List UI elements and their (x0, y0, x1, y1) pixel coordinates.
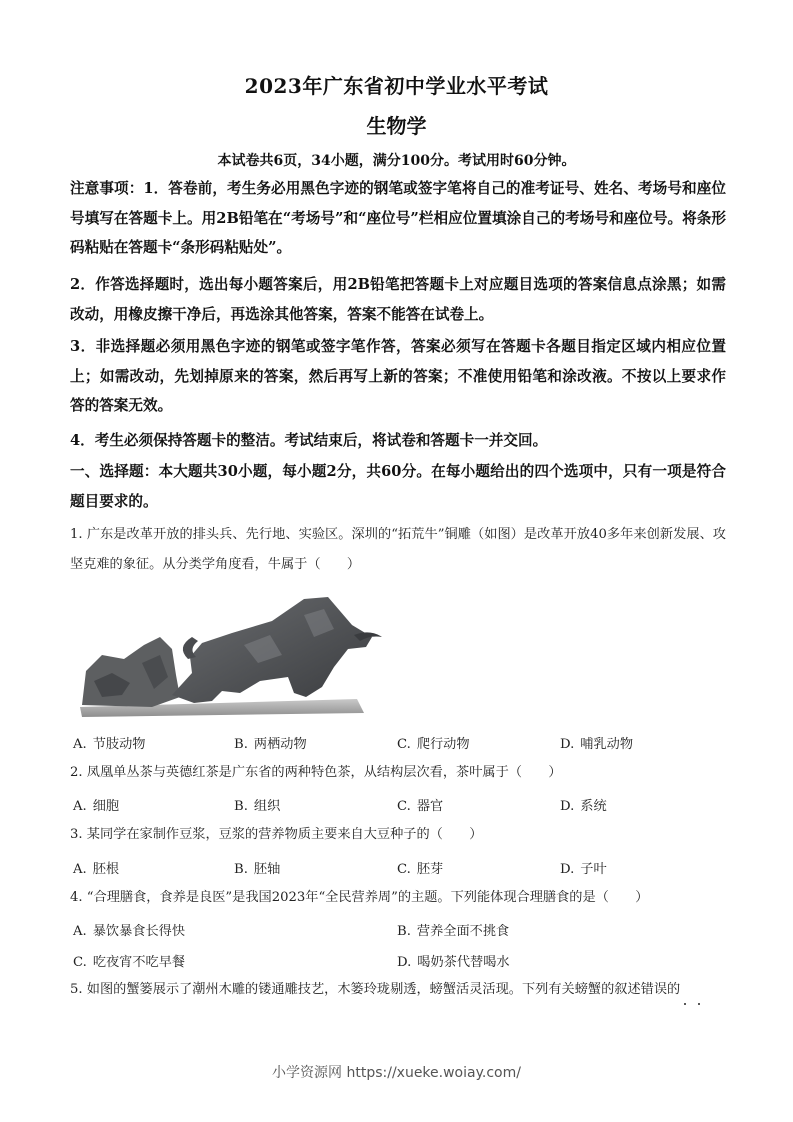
question-1-options (73, 733, 723, 755)
question-2-text: 2. 凤凰单丛茶与英德红茶是广东省的两种特色茶，从结构层次看，茶叶属于（ ） (70, 765, 562, 780)
option-c[interactable]: C. 胚芽 (397, 862, 444, 877)
option-d[interactable]: D. 喝奶茶代替喝水 (397, 955, 510, 970)
option-a[interactable]: A. 节肢动物 (73, 737, 146, 752)
option-a[interactable]: A. 细胞 (73, 799, 120, 814)
question-2-options (73, 795, 723, 817)
bull-statue-figure (72, 585, 387, 720)
option-d[interactable]: D. 哺乳动物 (560, 737, 634, 752)
question-1-text: 1. 广东是改革开放的排头兵、先行地、实验区。深圳的“拓荒牛”铜雕（如图）是改革开放40多年来创新发展、攻坚克难的象征。从分类学角度看，牛属于（ ） (70, 527, 726, 572)
note-4: 4．考生必须保持答题卡的整洁。考试结束后，将试卷和答题卡一并交回。 (70, 432, 548, 449)
emphasis-dot (698, 1003, 700, 1005)
note-2: 2．作答选择题时，选出每小题答案后，用2B铅笔把答题卡上对应题目选项的答案信息点涂黑；如需改动，用橡皮擦干净后，再选涂其他答案，答案不能答在试卷上。 (70, 276, 726, 323)
question-4-options-row1 (73, 920, 723, 942)
option-d[interactable]: D. 系统 (560, 799, 607, 814)
emphasis-dot (684, 1003, 686, 1005)
option-c[interactable]: C. 爬行动物 (397, 737, 470, 752)
option-b[interactable]: B. 两栖动物 (234, 737, 307, 752)
question-4-text: 4. “合理膳食，食养是良医”是我国2023年“全民营养周”的主题。下列能体现合理膳食的是（ ） (70, 890, 649, 905)
question-4-options-row2 (73, 951, 723, 973)
option-b[interactable]: B. 营养全面不挑食 (397, 924, 510, 939)
question-5-text: 5. 如图的蟹篓展示了潮州木雕的镂通雕技艺，木篓玲珑剔透，螃蟹活灵活现。下列有关螃蟹的叙述错误的 (70, 982, 681, 997)
note-1: 注意事项：1．答卷前，考生务必用黑色字迹的钢笔或签字笔将自己的准考证号、姓名、考场号和座位号填写在答题卡上。用2B铅笔在“考场号”和“座位号”栏相应位置填涂自己的考场号和座位号。将条形码粘贴在答题卡“条形码粘贴处”。 (70, 180, 726, 256)
option-a[interactable]: A. 胚根 (73, 862, 120, 877)
note-3: 3．非选择题必须用黑色字迹的钢笔或签字笔作答，答案必须写在答题卡各题目指定区域内相应位置上；如需改动，先划掉原来的答案，然后再写上新的答案；不准使用铅笔和涂改液。不按以上要求作答的答案无效。 (70, 338, 726, 414)
option-b[interactable]: B. 组织 (234, 799, 281, 814)
option-c[interactable]: C. 器官 (397, 799, 444, 814)
exam-title: 2023年广东省初中学业水平考试 (244, 74, 549, 98)
question-3-options (73, 858, 723, 880)
bull-statue-image (72, 585, 387, 720)
question-3-text: 3. 某同学在家制作豆浆，豆浆的营养物质主要来自大豆种子的（ ） (70, 827, 483, 842)
watermark-footer: 小学资源网 https://xueke.woiay.com/ (272, 1065, 521, 1081)
option-b[interactable]: B. 胚轴 (234, 862, 281, 877)
option-d[interactable]: D. 子叶 (560, 862, 607, 877)
option-c[interactable]: C. 吃夜宵不吃早餐 (73, 955, 186, 970)
exam-subject: 生物学 (366, 114, 427, 138)
option-a[interactable]: A. 暴饮暴食长得快 (73, 924, 186, 939)
section-heading: 一、选择题：本大题共30小题，每小题2分，共60分。在每小题给出的四个选项中，只有一项是符合题目要求的。 (70, 463, 726, 510)
exam-info: 本试卷共6页，34小题，满分100分。考试用时60分钟。 (217, 153, 576, 169)
